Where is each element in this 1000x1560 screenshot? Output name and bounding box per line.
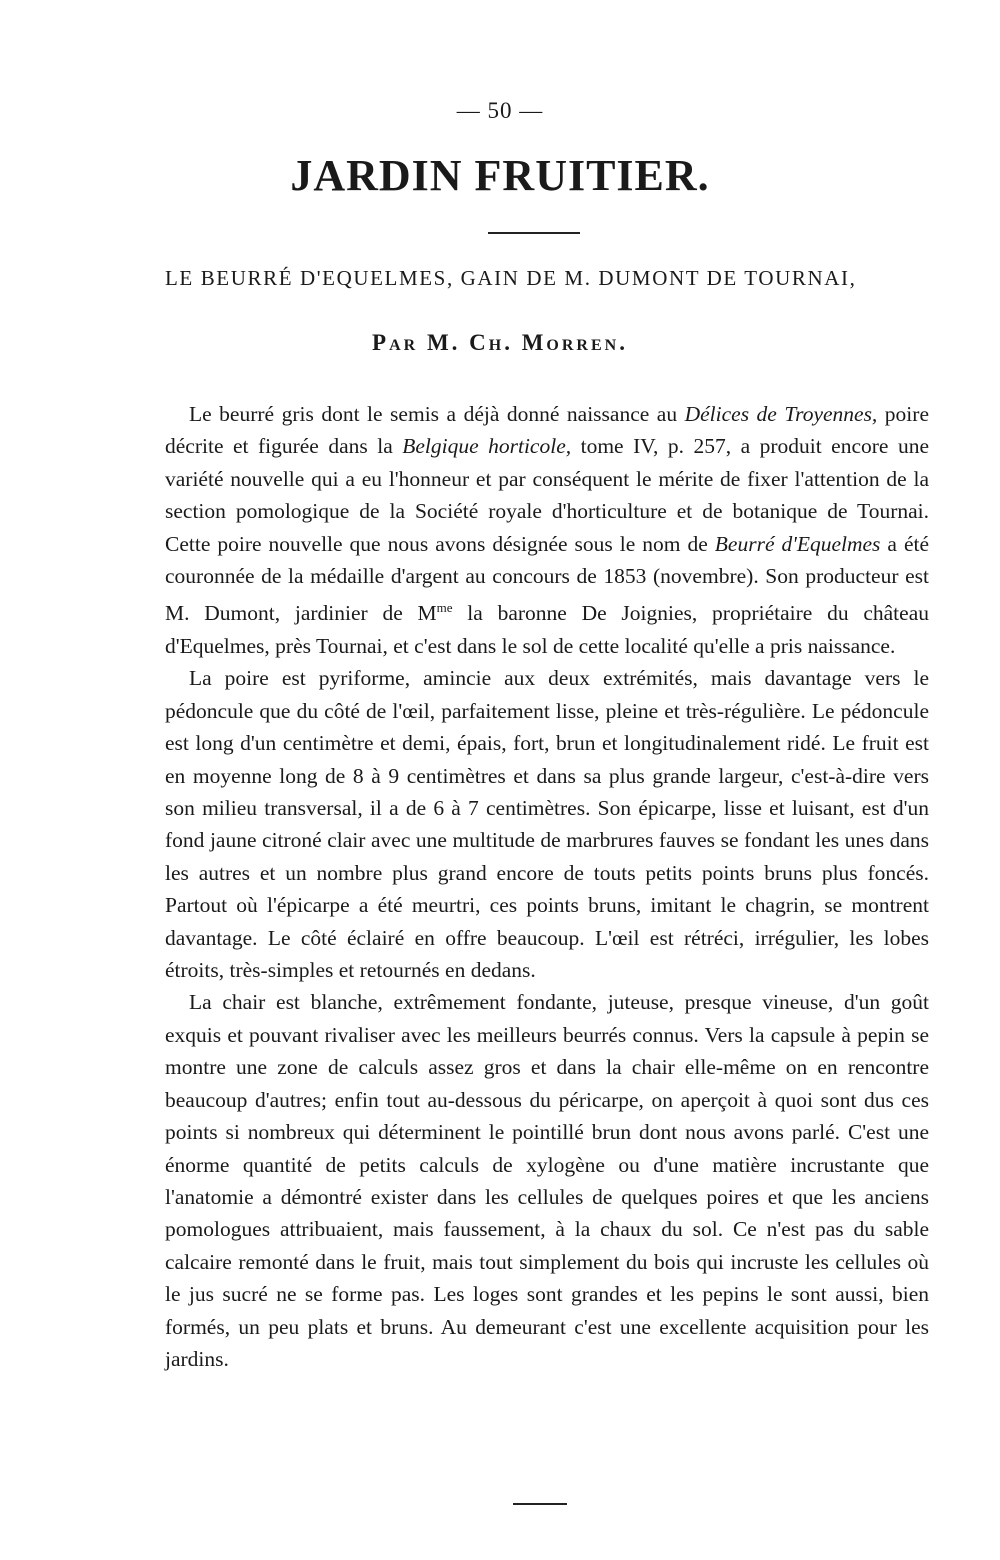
paragraph-1-italic-3: Beurré d'Equelmes [714, 531, 881, 556]
section-title: JARDIN FRUITIER. [290, 151, 710, 200]
paragraph-2: La poire est pyriforme, amincie aux deux extrémités, mais davantage vers le pédoncule que du côté de l'œil, parfaitement lisse, pleine et très-régulière. Le pédoncule est long d'un centimètre et demi, épais, fort, brun et longitudinalement ridé. Le fruit est en moyenne long de 8 à 9 centimètres et dans sa plus grande largeur, c'est-à-dire vers son milieu transversal, il a de 6 à 7 centimètres. Son épicarpe, lisse et luisant, est d'un fond jaune citroné clair avec une multitude de marbrures fauves se fondant les unes dans les autres et un nombre plus grand encore de touts petits points bruns plus foncés. Partout où l'épicarpe a été meurtri, ces points bruns, imitant le chagrin, se montrent davantage. Le côté éclairé en offre beaucoup. L'œil est rétréci, irrégulier, les lobes étroits, très-simples et retournés en dedans. [165, 666, 929, 983]
page-number: — 50 — [456, 98, 544, 123]
title-rule [488, 232, 580, 234]
paragraph-1-text-1: Le beurré gris dont le semis a déjà donné naissance au [189, 402, 685, 426]
paragraph-1 [165, 398, 929, 662]
paragraph-1-text-2: poire décrite et figurée dans la [165, 402, 929, 459]
byline: Par M. Ch. Morren. [372, 330, 628, 355]
paragraph-3: La chair est blanche, extrêmement fondante, juteuse, presque vineuse, d'un goût exquis et pouvant rivaliser avec les meilleurs beurrés connus. Vers la capsule à pepin se montre une zone de calculs assez gros et dans la chair elle-même on en rencontre beaucoup d'autres; enfin tout au-dessous du péricarpe, on aperçoit à quoi sont dus ces points si nombreux qui déterminent le pointillé brun dont nous avons parlé. C'est une énorme quantité de petits calculs de xylogène ou d'une matière incrustante que l'anatomie a démontré exister dans les cellules de quelques poires et que les anciens pomologues attribuaient, mais faussement, à la chaux du sol. Ce n'est pas du sable calcaire remonté dans le fruit, mais tout simplement du bois qui incruste les cellules où le jus sucré ne se forme pas. Les loges sont grandes et les pepins le sont aussi, bien formés, un peu plats et bruns. Au demeurant c'est une excellente acquisition pour les jardins. [165, 990, 929, 1371]
paragraph-1-text-3: tome IV, p. 257, a produit encore une variété nouvelle qui a eu l'honneur et par conséquent le mérite de fixer l'attention de la section pomologique de la Société royale d'horticulture et de botanique de Tournai. Cette poire nouvelle que nous avons désignée sous le nom de [165, 434, 929, 556]
paragraph-1-superscript: me [436, 600, 453, 616]
paragraph-1-italic-1: Délices de Troyennes, [684, 402, 878, 426]
paragraph-1-italic-2: Belgique horticole, [402, 434, 572, 459]
article-title: LE BEURRÉ D'EQUELMES, GAIN DE M. DUMONT DE TOURNAI, [165, 266, 857, 290]
paragraph-1-text-4: a été couronnée de la médaille d'argent au concours de 1853 (novembre). Son producteur est M. Dumont, jardinier de M [165, 531, 930, 626]
paragraph-1-text-5: la baronne De Joignies, propriétaire du château d'Equelmes, près Tournai, et c'est dans le sol de cette localité qu'elle a pris naissance. [165, 601, 929, 658]
article-body [165, 398, 929, 1375]
end-rule [513, 1503, 567, 1505]
